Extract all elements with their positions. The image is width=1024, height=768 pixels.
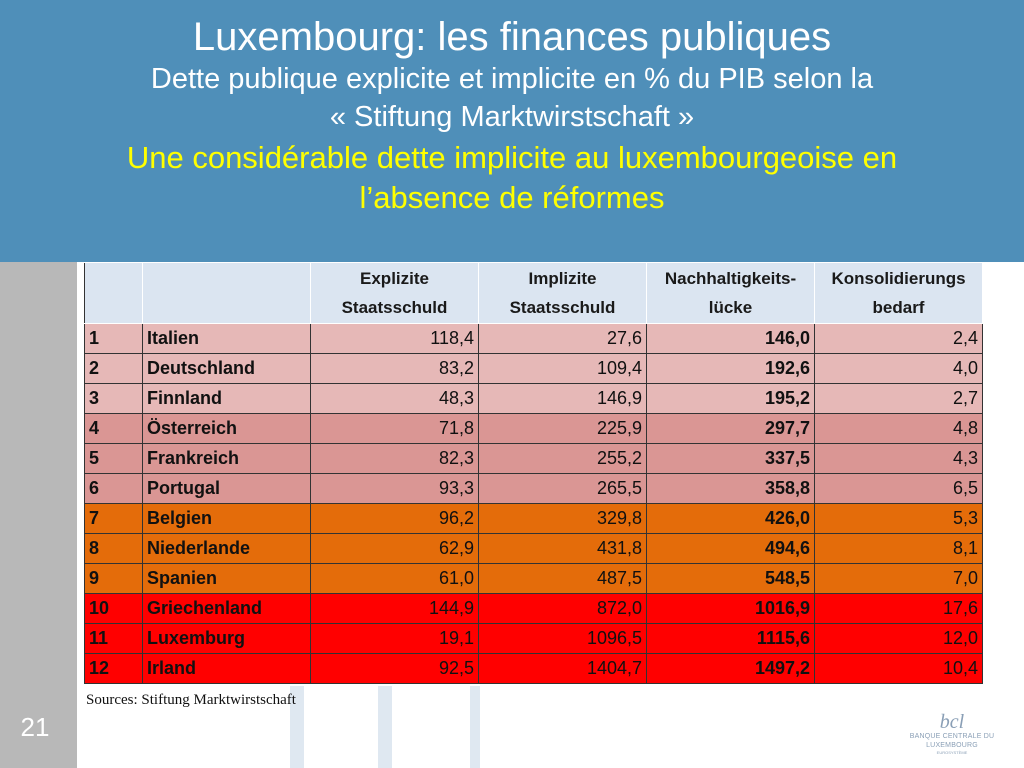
explicit-debt-cell: 61,0 <box>311 564 479 594</box>
highlight-line-1: Une considérable dette implicite au luxembourgeoise en <box>126 140 898 175</box>
table-row <box>85 564 983 594</box>
explicit-debt-cell: 92,5 <box>311 654 479 684</box>
explicit-debt-cell: 62,9 <box>311 534 479 564</box>
column-header <box>479 263 647 324</box>
country-cell: Luxemburg <box>143 624 311 654</box>
rank-cell: 8 <box>85 534 143 564</box>
slide-header <box>0 0 1024 262</box>
rank-cell: 11 <box>85 624 143 654</box>
bank-logo-sub: EUROSYSTÈME <box>936 750 968 755</box>
country-cell: Portugal <box>143 474 311 504</box>
sustainability-gap-cell: 1497,2 <box>647 654 815 684</box>
consolidation-need-cell: 2,4 <box>815 324 983 354</box>
consolidation-need-cell: 4,0 <box>815 354 983 384</box>
debt-table <box>84 262 983 684</box>
implicit-debt-cell: 431,8 <box>479 534 647 564</box>
consolidation-need-cell: 4,8 <box>815 414 983 444</box>
sources-note: Sources: Stiftung Marktwirstschaft <box>86 692 296 708</box>
explicit-debt-cell: 48,3 <box>311 384 479 414</box>
country-cell: Italien <box>143 324 311 354</box>
sustainability-gap-cell: 426,0 <box>647 504 815 534</box>
table-row <box>85 624 983 654</box>
implicit-debt-cell: 872,0 <box>479 594 647 624</box>
column-header-line-2: Staatsschuld <box>341 298 448 317</box>
sustainability-gap-cell: 494,6 <box>647 534 815 564</box>
bank-logo-name: BANQUE CENTRALE DU LUXEMBOURG <box>909 733 995 749</box>
column-header-line-1: Nachhaltigkeits- <box>664 269 797 288</box>
table-row <box>85 504 983 534</box>
sustainability-gap-cell: 358,8 <box>647 474 815 504</box>
implicit-debt-cell: 265,5 <box>479 474 647 504</box>
implicit-debt-cell: 487,5 <box>479 564 647 594</box>
page-subtitle <box>0 60 1024 136</box>
bank-logo <box>900 712 1004 756</box>
explicit-debt-cell: 96,2 <box>311 504 479 534</box>
column-header <box>311 263 479 324</box>
table-row <box>85 474 983 504</box>
column-header-line-1: Konsolidierungs <box>831 269 966 288</box>
highlight-statement <box>0 138 1024 218</box>
highlight-line-2: l’absence de réformes <box>359 180 665 215</box>
sustainability-gap-cell: 337,5 <box>647 444 815 474</box>
column-header-line-1: Explizite <box>360 269 429 288</box>
explicit-debt-cell: 19,1 <box>311 624 479 654</box>
country-cell: Finnland <box>143 384 311 414</box>
slide-number: 21 <box>20 712 50 742</box>
explicit-debt-cell: 93,3 <box>311 474 479 504</box>
rank-cell: 5 <box>85 444 143 474</box>
table-row <box>85 444 983 474</box>
table-row <box>85 654 983 684</box>
page-title: Luxembourg: les finances publiques <box>192 15 832 59</box>
country-cell: Niederlande <box>143 534 311 564</box>
explicit-debt-cell: 118,4 <box>311 324 479 354</box>
rank-cell: 3 <box>85 384 143 414</box>
explicit-debt-cell: 83,2 <box>311 354 479 384</box>
table-row <box>85 594 983 624</box>
column-header-line-1: Implizite <box>528 269 597 288</box>
rank-cell: 6 <box>85 474 143 504</box>
sustainability-gap-cell: 195,2 <box>647 384 815 414</box>
explicit-debt-cell: 71,8 <box>311 414 479 444</box>
implicit-debt-cell: 109,4 <box>479 354 647 384</box>
rank-cell: 1 <box>85 324 143 354</box>
consolidation-need-cell: 5,3 <box>815 504 983 534</box>
rank-cell: 9 <box>85 564 143 594</box>
table-row <box>85 354 983 384</box>
rank-cell: 12 <box>85 654 143 684</box>
table-row <box>85 534 983 564</box>
table-row <box>85 414 983 444</box>
implicit-debt-cell: 1404,7 <box>479 654 647 684</box>
sustainability-gap-cell: 297,7 <box>647 414 815 444</box>
rank-cell: 4 <box>85 414 143 444</box>
implicit-debt-cell: 329,8 <box>479 504 647 534</box>
consolidation-need-cell: 6,5 <box>815 474 983 504</box>
subtitle-line-1: Dette publique explicite et implicite en % du PIB selon la <box>150 63 874 95</box>
explicit-debt-cell: 144,9 <box>311 594 479 624</box>
consolidation-need-cell: 8,1 <box>815 534 983 564</box>
rank-cell: 7 <box>85 504 143 534</box>
column-header <box>647 263 815 324</box>
country-cell: Österreich <box>143 414 311 444</box>
table-body <box>85 324 983 684</box>
country-cell: Irland <box>143 654 311 684</box>
column-header-line-2: bedarf <box>872 298 925 317</box>
consolidation-need-cell: 17,6 <box>815 594 983 624</box>
consolidation-need-cell: 12,0 <box>815 624 983 654</box>
column-header <box>85 263 143 324</box>
decorative-bar <box>378 686 392 768</box>
consolidation-need-cell: 7,0 <box>815 564 983 594</box>
country-cell: Deutschland <box>143 354 311 384</box>
implicit-debt-cell: 255,2 <box>479 444 647 474</box>
explicit-debt-cell: 82,3 <box>311 444 479 474</box>
sustainability-gap-cell: 548,5 <box>647 564 815 594</box>
subtitle-line-2: « Stiftung Marktwirstschaft » <box>329 101 695 133</box>
consolidation-need-cell: 4,3 <box>815 444 983 474</box>
country-cell: Spanien <box>143 564 311 594</box>
consolidation-need-cell: 10,4 <box>815 654 983 684</box>
column-header <box>143 263 311 324</box>
table-row <box>85 384 983 414</box>
country-cell: Frankreich <box>143 444 311 474</box>
implicit-debt-cell: 225,9 <box>479 414 647 444</box>
column-header-line-2: lücke <box>708 298 753 317</box>
consolidation-need-cell: 2,7 <box>815 384 983 414</box>
bank-logo-mark: bcl <box>939 711 965 733</box>
implicit-debt-cell: 27,6 <box>479 324 647 354</box>
table-header-row <box>85 263 983 324</box>
sustainability-gap-cell: 146,0 <box>647 324 815 354</box>
sustainability-gap-cell: 1016,9 <box>647 594 815 624</box>
sustainability-gap-cell: 1115,6 <box>647 624 815 654</box>
rank-cell: 10 <box>85 594 143 624</box>
column-header-line-2: Staatsschuld <box>509 298 616 317</box>
rank-cell: 2 <box>85 354 143 384</box>
decorative-bar <box>470 686 480 768</box>
table-row <box>85 324 983 354</box>
left-strip <box>0 262 77 768</box>
column-header <box>815 263 983 324</box>
sustainability-gap-cell: 192,6 <box>647 354 815 384</box>
country-cell: Belgien <box>143 504 311 534</box>
implicit-debt-cell: 1096,5 <box>479 624 647 654</box>
implicit-debt-cell: 146,9 <box>479 384 647 414</box>
country-cell: Griechenland <box>143 594 311 624</box>
debt-table-container <box>84 262 982 684</box>
